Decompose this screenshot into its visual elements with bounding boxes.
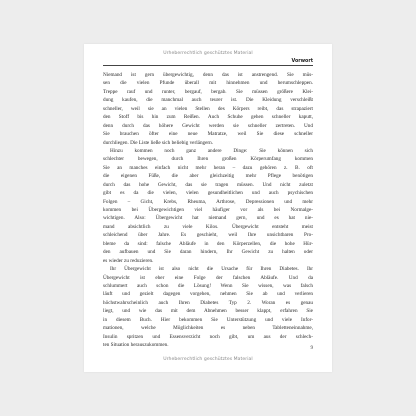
text-line: Übergewicht ist eher eine Folge der falschen Abläufe. Und da <box>103 274 313 281</box>
text-line: die eigenen Füße, die aber gleichzeitig mehr Pflege benötigen <box>103 173 313 180</box>
text-line: den Stoff bis hin zum Reißen. Auch Schuhe gehen schneller kaputt, <box>103 114 313 121</box>
text-line: mand absichtlich zu viele Kilos. Übergewicht entsteht meist <box>103 223 313 230</box>
text-line: denn durch das höhere Gewicht werden sie schneller zertreten. Und <box>103 122 313 129</box>
text-line: Treppe rauf und runter, bergauf, bergab. Sie müssen größere Klei- <box>103 88 313 95</box>
text-line: schleichend über Jahre. Es geschieht, weil Ihre unsichtbaren Pro- <box>103 232 313 239</box>
text-line: kommen bei Übergewichtigen viel häufiger vor als bei Normalge- <box>103 207 313 213</box>
text-line: liegt, und wie das mit dem Abnehmen besser klappt, erfahren Sie <box>103 308 313 315</box>
text-line: den aufbauen und Sie daran hindern, Ihr Gewicht zu halten oder <box>103 249 313 256</box>
body-text <box>103 71 313 349</box>
text-line: durchliegen. Die Liste ließe sich beliebig verlängern. <box>103 139 214 146</box>
text-line: Folgen – Gicht, Krebs, Rheuma, Arthrose, Depressionen und mehr <box>103 198 313 205</box>
watermark-top: Urheberrechtlich geschütztes Material <box>163 51 253 56</box>
text-line: höchstwahrscheinlich auch Ihren Diabetes Typ 2. Woran es genau <box>103 299 313 306</box>
text-line: schneller, weil sie an vielen Stellen des Körpers reibt, das strapaziert <box>103 105 313 112</box>
text-line: Insulin spritzen und Essensverzicht noch gibt, um aus der schlech- <box>103 333 313 340</box>
header-rule <box>103 65 313 66</box>
text-line: Sie an manches einfach nicht mehr heran – dazu gehören z. B. oft <box>103 164 313 171</box>
text-line: dung kaufen, die manchmal auch teurer ist. Die Kleidung verschleißt <box>103 97 313 104</box>
book-page <box>84 44 332 372</box>
text-line: Sie brauchen öfter eine neue Matratze, weil Sie diese schneller <box>103 131 313 138</box>
text-line: Ihr Übergewicht ist also nicht die Ursache für Ihren Diabetes. Ihr <box>110 266 313 273</box>
watermark-bottom: Urheberrechtlich geschütztes Material <box>163 357 253 362</box>
text-line: läuft und gezielt dagegen vorgehen, nehmen Sie ab und verlieren <box>103 291 313 298</box>
text-line: sen die vielen Pfunde überall mit hinnehmen und herumschleppen. <box>103 80 313 87</box>
text-line: Hinzu kommen noch ganz andere Dinge: Sie können sich <box>110 147 313 154</box>
text-line: mationen, welche Möglichkeiten es neben Tabletteneinnahme, <box>103 325 313 332</box>
text-line: schlummert auch schon die Lösung! Wenn Sie wissen, was falsch <box>103 282 313 289</box>
text-line: durch das hohe Gewicht, das sie tragen müssen. Und nicht zuletzt <box>103 181 313 188</box>
text-line: es wieder zu reduzieren. <box>103 257 154 264</box>
page-number: 9 <box>310 346 313 351</box>
text-line: gibt es da die vielen, vielen gesundheitlichen und auch psychischen <box>103 190 313 197</box>
text-line: wichtigen. Also: Übergewicht hat niemand gern, und es hat nie- <box>103 215 313 222</box>
text-line: Niemand ist gern übergewichtig, denn das ist anstrengend. Sie müs- <box>103 72 313 78</box>
text-line: in diesem Buch. Hier bekommen Sie Unterstützung und viele Infor- <box>103 316 313 323</box>
text-line: ten Situation herauszukommen. <box>103 342 169 348</box>
text-line: bleme da sind: falsche Abläufe in den Körperzellen, die hohe Hür- <box>103 240 313 247</box>
running-head: Vorwort <box>291 59 313 64</box>
text-line: schlechter bewegen, durch Ihren großen Körperumfang kommen <box>103 156 313 163</box>
